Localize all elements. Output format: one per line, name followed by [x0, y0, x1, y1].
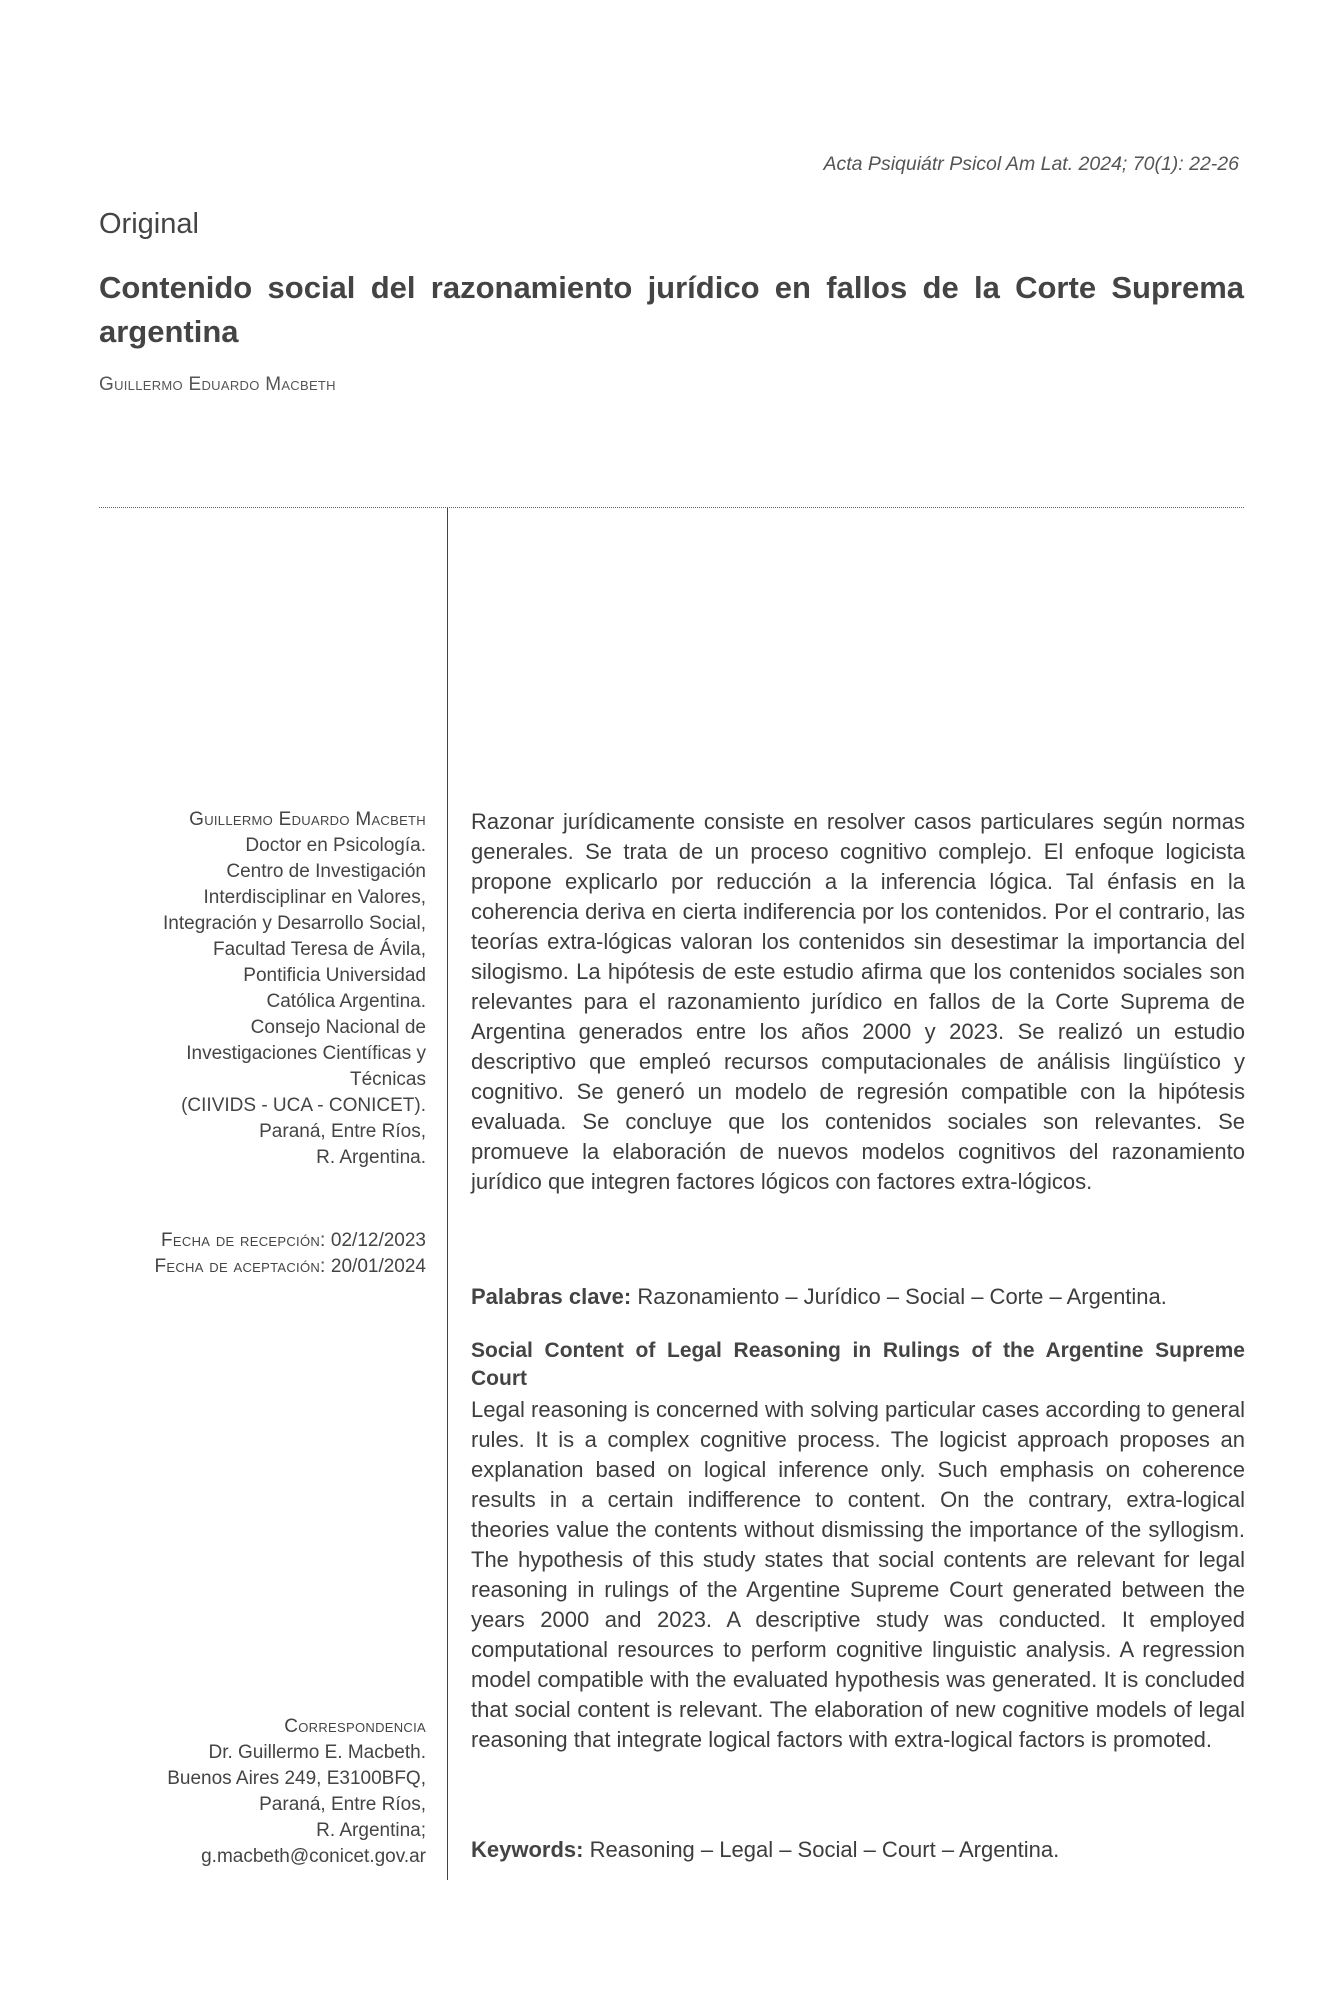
correspondence-line: Paraná, Entre Ríos, — [259, 1794, 426, 1815]
article-dates — [154, 1228, 426, 1280]
author-name: Guillermo Eduardo Macbeth — [99, 374, 336, 395]
keywords-english — [471, 1835, 1245, 1865]
journal-reference: Acta Psiquiátr Psicol Am Lat. 2024; 70(1): 22-26 — [823, 153, 1239, 175]
accepted-label: Fecha de aceptación: — [154, 1256, 326, 1277]
correspondence-heading: Correspondencia — [284, 1716, 426, 1737]
correspondence-line: Buenos Aires 249, E3100BFQ, — [167, 1768, 426, 1789]
affiliation-line: Doctor en Psicología. — [245, 835, 426, 856]
correspondence-block — [167, 1714, 426, 1870]
affiliation-line: Pontificia Universidad — [243, 965, 426, 986]
keywords-spanish-label: Palabras clave: — [471, 1284, 632, 1309]
correspondence-line: Dr. Guillermo E. Macbeth. — [208, 1742, 426, 1763]
affiliation-line: Centro de Investigación — [226, 861, 426, 882]
affiliation-line: Consejo Nacional de — [250, 1017, 426, 1038]
affiliation-line: Facultad Teresa de Ávila, — [213, 939, 426, 960]
affiliation-line: Integración y Desarrollo Social, — [163, 913, 426, 934]
keywords-spanish — [471, 1282, 1245, 1312]
affiliation-line: Paraná, Entre Ríos, — [259, 1121, 426, 1142]
correspondence-email[interactable]: g.macbeth@conicet.gov.ar — [201, 1846, 426, 1867]
accepted-value: 20/01/2024 — [330, 1256, 426, 1277]
received-value: 02/12/2023 — [330, 1230, 426, 1251]
column-divider — [447, 508, 448, 1880]
affiliation-author-name: Guillermo Eduardo Macbeth — [189, 809, 426, 830]
keywords-spanish-list: Razonamiento – Jurídico – Social – Corte – Argentina. — [637, 1284, 1167, 1309]
english-title: Social Content of Legal Reasoning in Rulings of the Argentine Supreme Court — [471, 1339, 1245, 1390]
affiliation-line: Técnicas — [349, 1069, 426, 1090]
received-label: Fecha de recepción: — [161, 1230, 326, 1251]
affiliation-line: Interdisciplinar en Valores, — [203, 887, 426, 908]
affiliation-line: (CIIVIDS - UCA - CONICET). — [181, 1095, 426, 1116]
section-label: Original — [99, 208, 199, 240]
article-title: Contenido social del razonamiento jurídico en fallos de la Corte Suprema argentina — [99, 270, 1244, 349]
abstract-spanish: Razonar jurídicamente consiste en resolver casos particulares según normas generales. Se trata de un proceso cognitivo complejo. El enfoque logicista propone explicarlo por reducción a la inferencia lógica. Tal énfasis en la coherencia deriva en cierta indiferencia por los contenidos. Por el contrario, las teorías extra-lógicas valoran los contenidos sin desestimar la importancia del silogismo. La hipótesis de este estudio afirma que los contenidos sociales son relevantes para el razonamiento jurídico en fallos de la Corte Suprema de Argentina generados entre los años 2000 y 2023. Se realizó un estudio descriptivo que empleó recursos computacionales de análisis lingüístico y cognitivo. Se generó un modelo de regresión compatible con la hipótesis evaluada. Se concluye que los contenidos sociales son relevantes. Se promueve la elaboración de nuevos modelos cognitivos del razonamiento jurídico que integren factores lógicos con factores extra-lógicos. — [471, 809, 1245, 1194]
affiliation-line: R. Argentina. — [316, 1147, 426, 1168]
received-date — [154, 1228, 426, 1254]
correspondence-line: R. Argentina; — [316, 1820, 426, 1841]
affiliation-line: Investigaciones Científicas y — [186, 1043, 426, 1064]
author-affiliation — [163, 807, 426, 1171]
affiliation-line: Católica Argentina. — [266, 991, 426, 1012]
accepted-date — [154, 1254, 426, 1280]
keywords-english-label: Keywords: — [471, 1837, 584, 1862]
header-divider — [99, 507, 1244, 508]
abstract-english: Legal reasoning is concerned with solving particular cases according to general rules. It is a complex cognitive process. The logicist approach proposes an explanation based on logical inference only. Such emphasis on coherence results in a certain indifference to content. On the contrary, extra-logical theories value the contents without dismissing the importance of the syllogism. The hypothesis of this study states that social contents are relevant for legal reasoning in rulings of the Argentine Supreme Court generated between the years 2000 and 2023. A descriptive study was conducted. It employed computational resources to perform cognitive linguistic analysis. A regression model compatible with the evaluated hypothesis was generated. It is concluded that social content is relevant. The elaboration of new cognitive models of legal reasoning that integrate logical factors with extra-logical factors is promoted. — [471, 1397, 1245, 1752]
keywords-english-list: Reasoning – Legal – Social – Court – Argentina. — [589, 1837, 1060, 1862]
